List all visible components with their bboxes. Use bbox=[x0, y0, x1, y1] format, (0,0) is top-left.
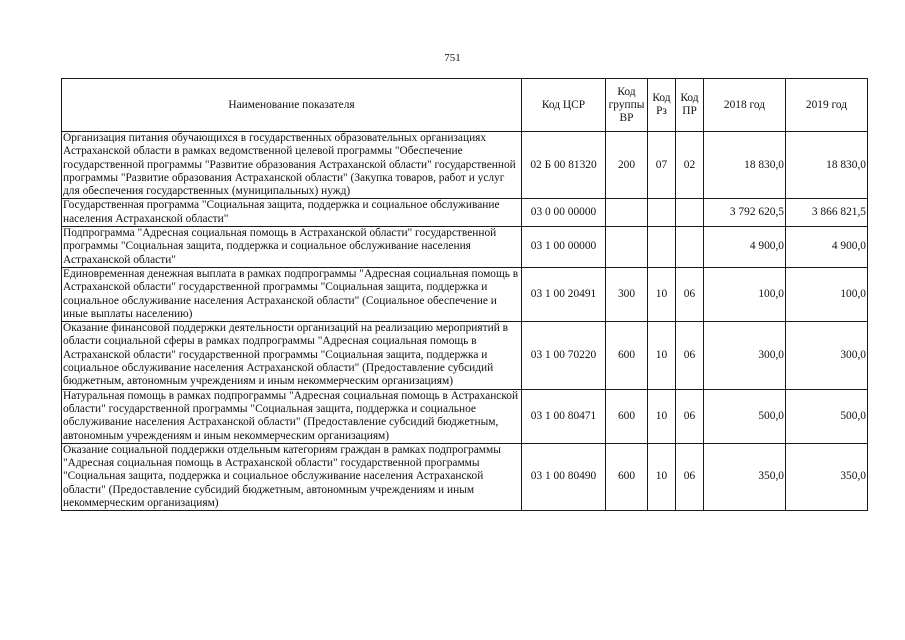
row-pr-code: 02 bbox=[676, 132, 704, 199]
row-amount-2019: 100,0 bbox=[786, 267, 868, 321]
header-year-2019: 2019 год bbox=[786, 79, 868, 132]
row-csr-code: 03 1 00 80471 bbox=[522, 389, 606, 443]
row-rz-code bbox=[648, 227, 676, 268]
table-header-row bbox=[62, 79, 868, 132]
row-name: Единовременная денежная выплата в рамках подпрограммы "Адресная социальная помощь в Астраханской области" государственной программы "Социальная защита, поддержка и социальное обслуживание населения Астраханской области" (Социальное обеспечение и иные выплаты населению) bbox=[62, 267, 522, 321]
row-csr-code: 03 1 00 00000 bbox=[522, 227, 606, 268]
row-rz-code: 10 bbox=[648, 443, 676, 510]
table-row bbox=[62, 199, 868, 227]
row-pr-code: 06 bbox=[676, 322, 704, 389]
table-row bbox=[62, 322, 868, 389]
row-amount-2019: 500,0 bbox=[786, 389, 868, 443]
row-name: Натуральная помощь в рамках подпрограммы "Адресная социальная помощь в Астраханской области" государственной программы "Социальная защита, поддержка и социальное обслуживание населения Астраханской области" (Предоставление субсидий бюджетным, автономным учреждениям и иным некоммерческим организациям) bbox=[62, 389, 522, 443]
header-pr-code: Код ПР bbox=[676, 79, 704, 132]
row-pr-code: 06 bbox=[676, 267, 704, 321]
row-rz-code bbox=[648, 199, 676, 227]
row-pr-code: 06 bbox=[676, 443, 704, 510]
table-row bbox=[62, 389, 868, 443]
row-pr-code: 06 bbox=[676, 389, 704, 443]
row-name: Организация питания обучающихся в государственных образовательных организациях Астраханской области в рамках ведомственной целевой программы "Обеспечение государственной программы "Развитие образования Астраханской области" государственной программы "Развитие образования Астраханской области" (Закупка товаров, работ и услуг для обеспечения государственных (муниципальных) нужд) bbox=[62, 132, 522, 199]
table-row bbox=[62, 227, 868, 268]
row-name: Оказание финансовой поддержки деятельности организаций на реализацию мероприятий в области социальной сферы в рамках подпрограммы "Адресная социальная помощь в Астраханской области" государственной программы "Социальная защита, поддержка и социальное обслуживание населения Астраханской области" (Предоставление субсидий бюджетным, автономным учреждениям и иным некоммерческим организациям) bbox=[62, 322, 522, 389]
row-pr-code bbox=[676, 199, 704, 227]
row-amount-2018: 500,0 bbox=[704, 389, 786, 443]
header-csr-code: Код ЦСР bbox=[522, 79, 606, 132]
row-amount-2019: 300,0 bbox=[786, 322, 868, 389]
row-vr-code bbox=[606, 227, 648, 268]
row-vr-code: 600 bbox=[606, 443, 648, 510]
row-csr-code: 03 1 00 70220 bbox=[522, 322, 606, 389]
budget-table bbox=[61, 78, 868, 511]
row-vr-code: 300 bbox=[606, 267, 648, 321]
row-amount-2018: 300,0 bbox=[704, 322, 786, 389]
page-number: 751 bbox=[444, 52, 461, 64]
row-csr-code: 02 Б 00 81320 bbox=[522, 132, 606, 199]
row-vr-code: 600 bbox=[606, 322, 648, 389]
row-rz-code: 10 bbox=[648, 389, 676, 443]
row-amount-2018: 18 830,0 bbox=[704, 132, 786, 199]
row-amount-2018: 3 792 620,5 bbox=[704, 199, 786, 227]
row-rz-code: 07 bbox=[648, 132, 676, 199]
row-name: Подпрограмма "Адресная социальная помощь в Астраханской области" государственной программы "Социальная защита, поддержка и социальное обслуживание населения Астраханской области" bbox=[62, 227, 522, 268]
header-name: Наименование показателя bbox=[62, 79, 522, 132]
header-rz-code: Код Рз bbox=[648, 79, 676, 132]
row-vr-code: 200 bbox=[606, 132, 648, 199]
row-amount-2019: 4 900,0 bbox=[786, 227, 868, 268]
row-pr-code bbox=[676, 227, 704, 268]
table-row bbox=[62, 267, 868, 321]
row-csr-code: 03 1 00 20491 bbox=[522, 267, 606, 321]
row-amount-2018: 100,0 bbox=[704, 267, 786, 321]
header-vr-code: Код группы ВР bbox=[606, 79, 648, 132]
row-csr-code: 03 0 00 00000 bbox=[522, 199, 606, 227]
row-name: Государственная программа "Социальная защита, поддержка и социальное обслуживание населения Астраханской области" bbox=[62, 199, 522, 227]
row-amount-2018: 350,0 bbox=[704, 443, 786, 510]
table-row bbox=[62, 443, 868, 510]
row-name: Оказание социальной поддержки отдельным категориям граждан в рамках подпрограммы "Адресная социальная помощь в Астраханской области" государственной программы "Социальная защита, поддержка и социальное обслуживание населения Астраханской области" (Предоставление субсидий бюджетным, автономным учреждениям и иным некоммерческим организациям) bbox=[62, 443, 522, 510]
row-vr-code bbox=[606, 199, 648, 227]
table-row bbox=[62, 132, 868, 199]
row-amount-2019: 18 830,0 bbox=[786, 132, 868, 199]
row-rz-code: 10 bbox=[648, 322, 676, 389]
row-rz-code: 10 bbox=[648, 267, 676, 321]
row-vr-code: 600 bbox=[606, 389, 648, 443]
row-amount-2019: 350,0 bbox=[786, 443, 868, 510]
row-amount-2019: 3 866 821,5 bbox=[786, 199, 868, 227]
row-amount-2018: 4 900,0 bbox=[704, 227, 786, 268]
header-year-2018: 2018 год bbox=[704, 79, 786, 132]
row-csr-code: 03 1 00 80490 bbox=[522, 443, 606, 510]
